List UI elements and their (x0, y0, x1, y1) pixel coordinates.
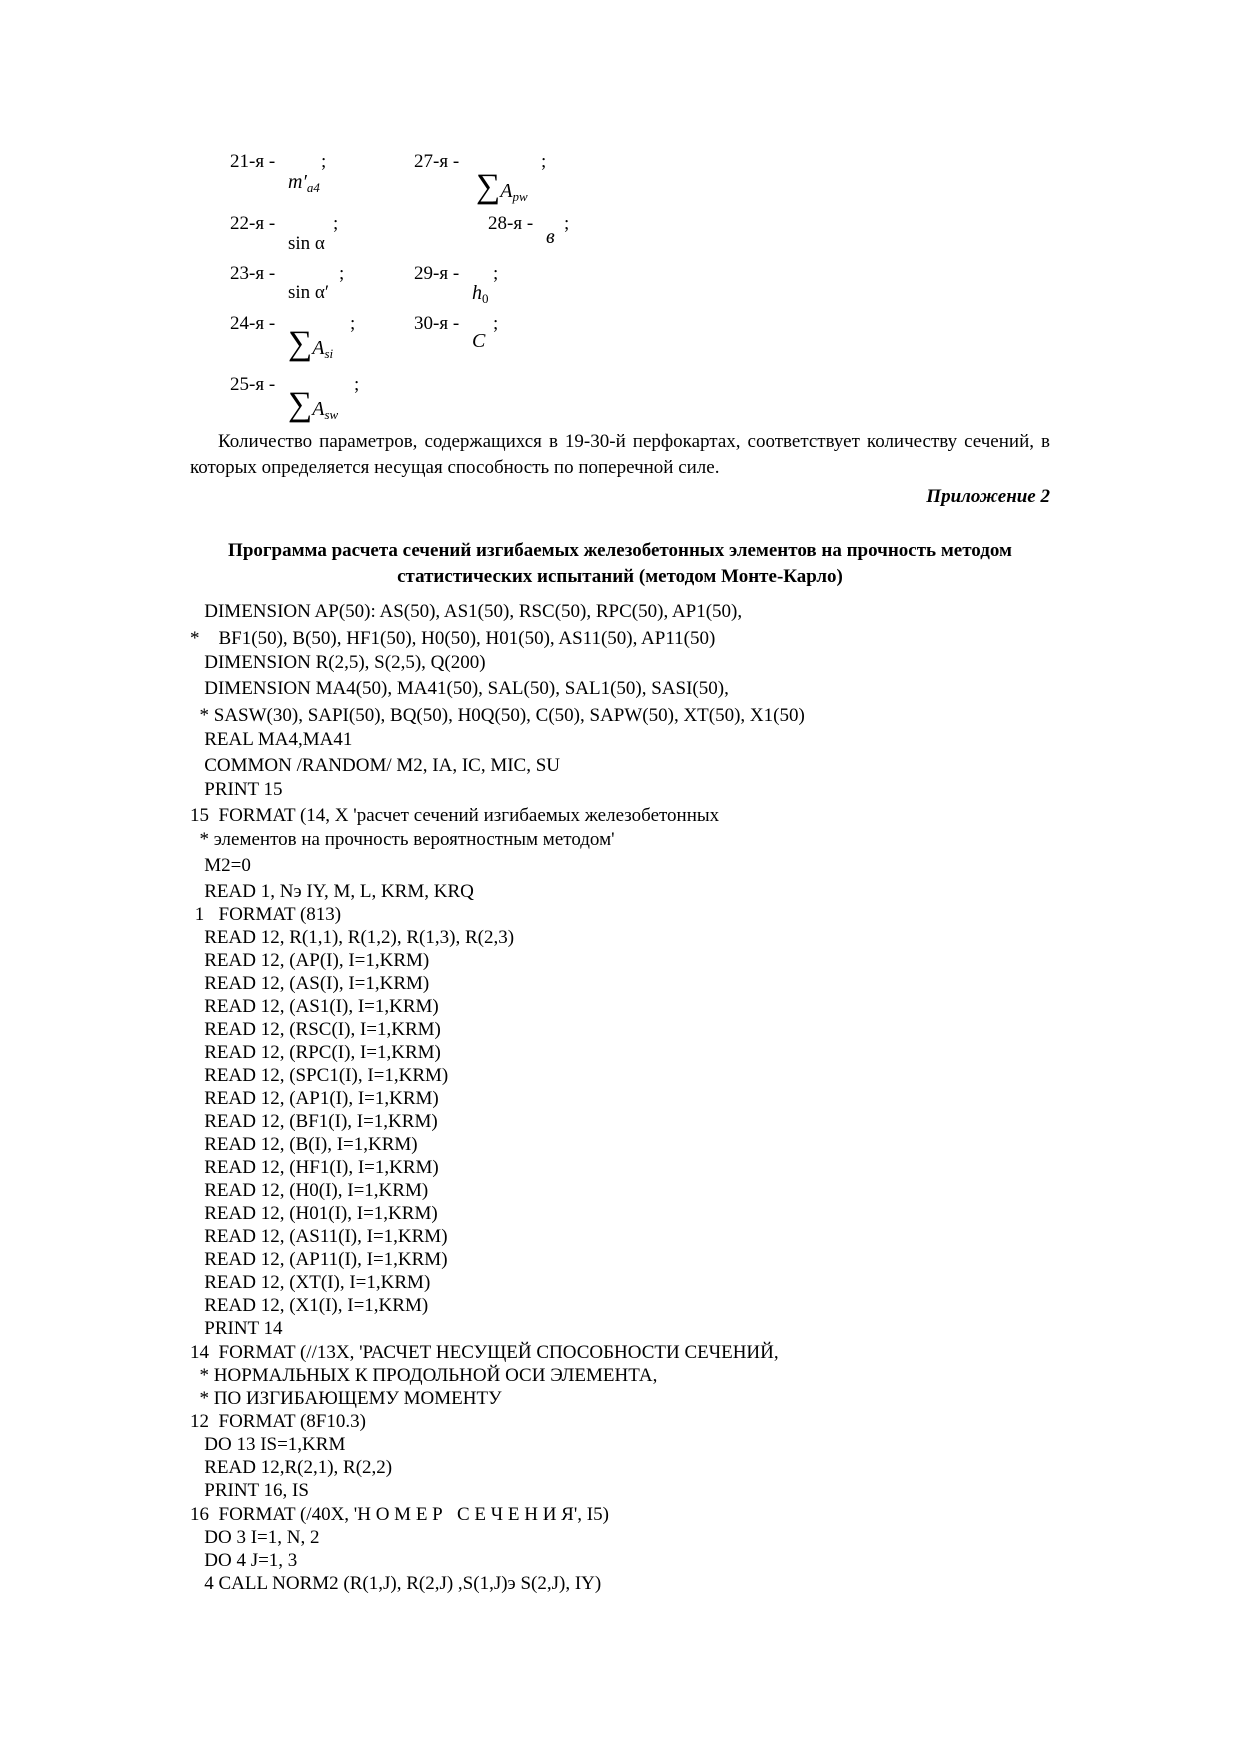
code-line: 12 FORMAT (8F10.3) (190, 1411, 366, 1432)
param-25-label: 25-я - (230, 374, 276, 395)
param-28-label: 28-я - (488, 213, 534, 234)
code-line: 15 FORMAT (14, X 'расчет сечений изгибаемых железобетонных (190, 805, 720, 826)
code-line: READ 12, (H0(I), I=1,KRM) (190, 1180, 429, 1201)
code-line: * НОРМАЛЬНЫХ К ПРОДОЛЬНОЙ ОСИ ЭЛЕМЕНТА, (190, 1365, 658, 1386)
code-line: * ПО ИЗГИБАЮЩЕМУ МОМЕНТУ (190, 1388, 502, 1409)
code-line: READ 12, (AP(I), I=1,KRM) (190, 950, 430, 971)
code-line: DIMENSION AP(50): AS(50), AS1(50), RSC(50), RPC(50), AP1(50), (190, 601, 743, 622)
param-25-symbol: $\sum A_{sw}$ (288, 386, 339, 423)
code-line: READ 1, Nэ IY, M, L, KRM, KRQ (190, 881, 474, 902)
code-line: COMMON /RANDOM/ M2, IA, IC, MIC, SU (190, 755, 561, 776)
code-line: * элементов на прочность вероятностным методом' (190, 829, 615, 850)
code-line: READ 12, (AS1(I), I=1,KRM) (190, 996, 439, 1017)
param-21-label: 21-я - (230, 151, 276, 172)
code-line: READ 12, R(1,1), R(1,2), R(1,3), R(2,3) (190, 927, 515, 948)
param-21-sep: ; (321, 151, 327, 172)
code-line: PRINT 14 (190, 1318, 283, 1339)
param-23-sep: ; (339, 263, 345, 284)
param-27-symbol: $\sum A_{pw}$ (476, 168, 528, 205)
param-22-sep: ; (333, 213, 339, 234)
code-line: READ 12, (X1(I), I=1,KRM) (190, 1295, 429, 1316)
param-30-sep: ; (493, 313, 499, 334)
code-line: 4 CALL NORM2 (R(1,J), R(2,J) ,S(1,J)э S(2,J), IY) (190, 1573, 602, 1594)
code-line: DIMENSION R(2,5), S(2,5), Q(200) (190, 652, 486, 673)
code-line: 16 FORMAT (/40X, 'Н О М Е Р С Е Ч Е Н И Я', I5) (190, 1504, 609, 1525)
code-line: DO 3 I=1, N, 2 (190, 1527, 320, 1548)
appendix-label: Приложение 2 (926, 486, 1050, 507)
code-line: REAL MA4,MA41 (190, 729, 353, 750)
code-line: READ 12, (H01(I), I=1,KRM) (190, 1203, 438, 1224)
param-24-sep: ; (350, 313, 356, 334)
param-30-symbol: C (472, 330, 486, 352)
code-line: PRINT 16, IS (190, 1480, 309, 1501)
code-line: * BF1(50), B(50), HF1(50), H0(50), H01(50), AS11(50), AP11(50) (190, 628, 716, 649)
param-29-sep: ; (493, 263, 499, 284)
code-line: 1 FORMAT (813) (190, 904, 342, 925)
code-line: READ 12, (RPC(I), I=1,KRM) (190, 1042, 441, 1063)
code-line: READ 12, (XT(I), I=1,KRM) (190, 1272, 431, 1293)
code-line: DIMENSION MA4(50), MA41(50), SAL(50), SAL1(50), SASI(50), (190, 678, 729, 699)
param-22-symbol: sin α (288, 233, 325, 254)
code-line: READ 12, (AS11(I), I=1,KRM) (190, 1226, 448, 1247)
param-29-label: 29-я - (414, 263, 460, 284)
intro-paragraph: Количество параметров, содержащихся в 19-30-й перфокартах, соответствует количеству сечений, в которых определяется несущая способность по поперечной силе. (190, 431, 1050, 478)
code-line: READ 12, (HF1(I), I=1,KRM) (190, 1157, 439, 1178)
code-line: READ 12, (SPC1(I), I=1,KRM) (190, 1065, 449, 1086)
param-25-sep: ; (354, 374, 360, 395)
code-line: PRINT 15 (190, 779, 283, 800)
param-27-sep: ; (541, 151, 547, 172)
code-line: DO 13 IS=1,KRM (190, 1434, 346, 1455)
param-27-label: 27-я - (414, 151, 460, 172)
program-heading: Программа расчета сечений изгибаемых железобетонных элементов на прочность методом статистических испытаний (методом Монте-Карло) (228, 540, 1012, 587)
code-line: * SASW(30), SAPI(50), BQ(50), H0Q(50), C(50), SAPW(50), XT(50), X1(50) (190, 705, 805, 726)
code-line: READ 12, (BF1(I), I=1,KRM) (190, 1111, 438, 1132)
code-line: 14 FORMAT (//13X, 'РАСЧЕТ НЕСУЩЕЙ СПОСОБНОСТИ СЕЧЕНИЙ, (190, 1342, 779, 1363)
param-23-label: 23-я - (230, 263, 276, 284)
code-line: READ 12, (AP11(I), I=1,KRM) (190, 1249, 448, 1270)
param-21-symbol: $m'_{a4}$ (288, 171, 320, 195)
code-line: M2=0 (190, 855, 251, 876)
code-line: READ 12, (AS(I), I=1,KRM) (190, 973, 430, 994)
param-23-symbol: sin α′ (288, 282, 330, 303)
code-line: READ 12,R(2,1), R(2,2) (190, 1457, 393, 1478)
param-30-label: 30-я - (414, 313, 460, 334)
code-line: DO 4 J=1, 3 (190, 1550, 298, 1571)
code-line: READ 12, (B(I), I=1,KRM) (190, 1134, 418, 1155)
param-28-sep: ; (564, 213, 570, 234)
param-24-label: 24-я - (230, 313, 276, 334)
code-line: READ 12, (RSC(I), I=1,KRM) (190, 1019, 441, 1040)
param-24-symbol: $\sum A_{si}$ (288, 325, 334, 362)
code-line: READ 12, (AP1(I), I=1,KRM) (190, 1088, 439, 1109)
param-28-symbol: в (546, 226, 555, 248)
param-22-label: 22-я - (230, 213, 276, 234)
param-29-symbol: $h_0$ (472, 282, 489, 306)
